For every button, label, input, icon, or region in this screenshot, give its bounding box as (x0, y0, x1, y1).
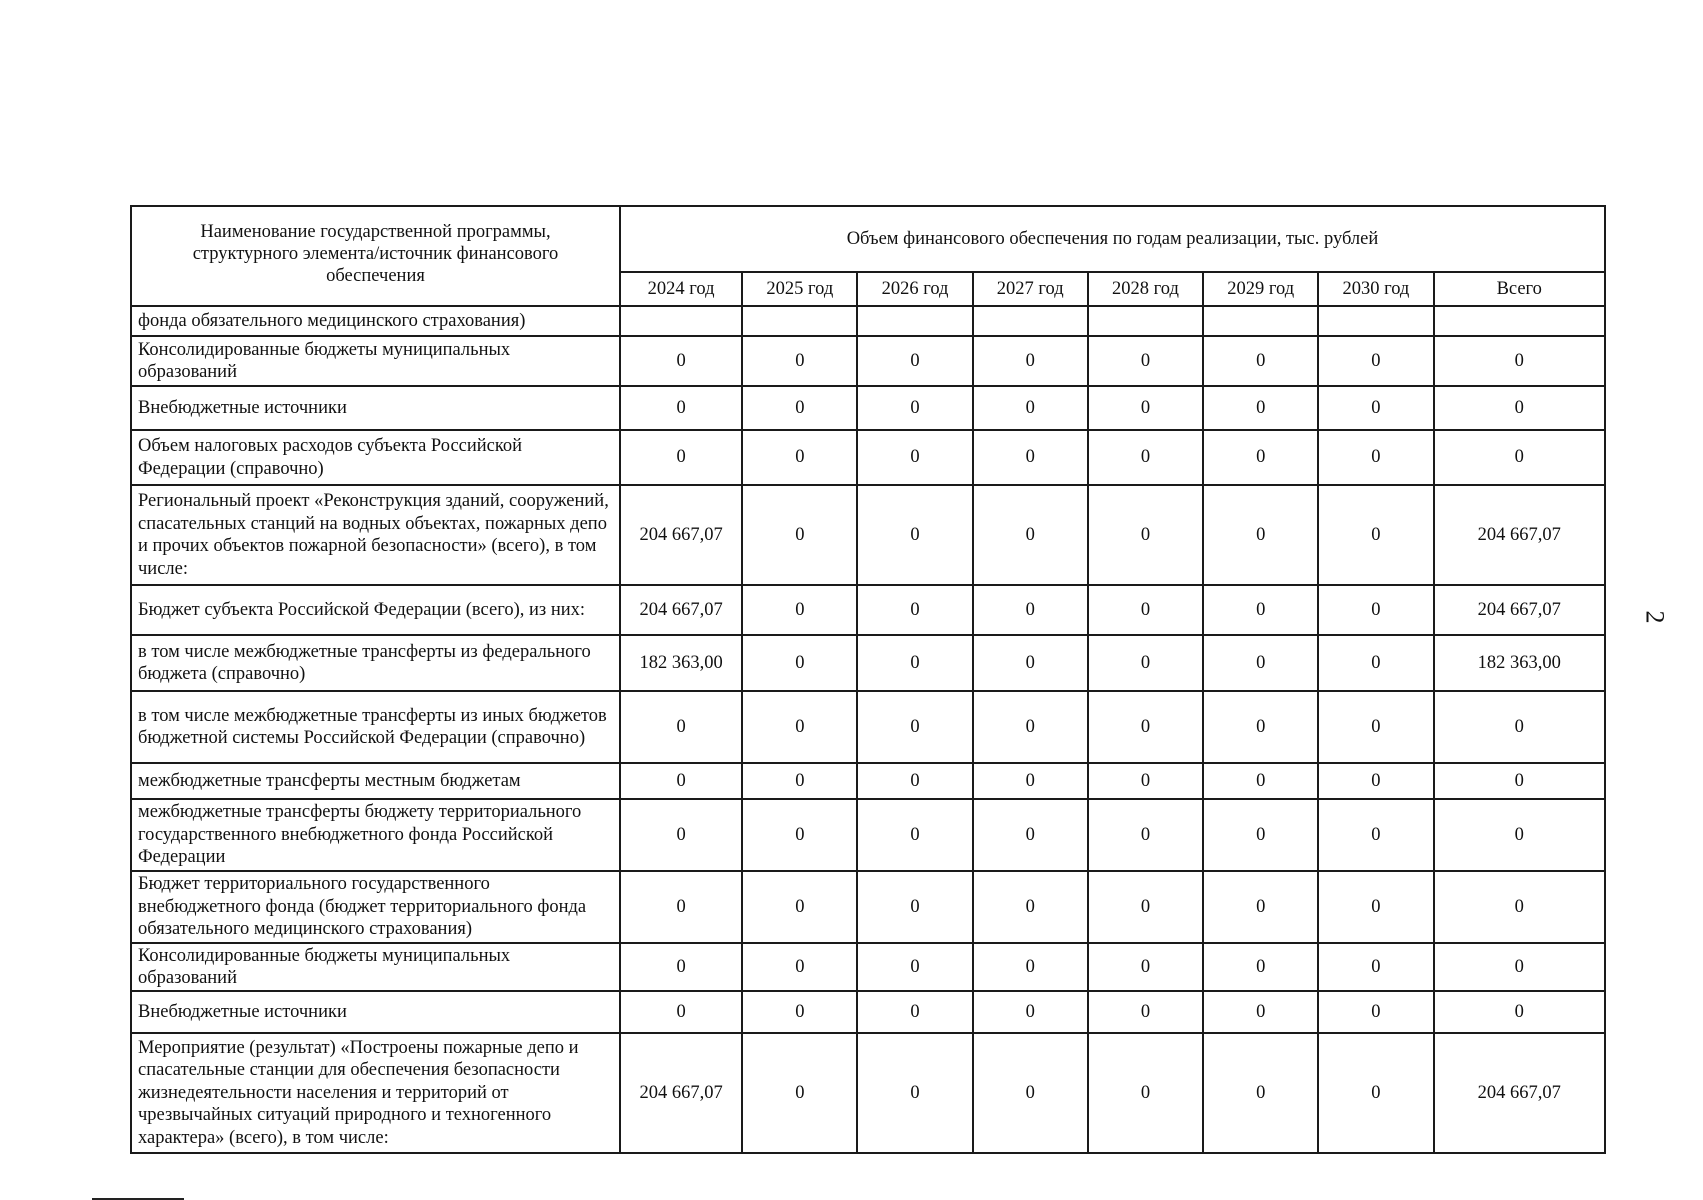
row-value: 0 (1203, 485, 1318, 585)
row-value: 0 (973, 336, 1088, 386)
row-value: 0 (1203, 799, 1318, 871)
row-value: 0 (1088, 991, 1203, 1033)
table-header (131, 206, 1605, 306)
row-value: 0 (1318, 336, 1433, 386)
row-value: 0 (1318, 691, 1433, 763)
row-value: 0 (1318, 635, 1433, 691)
row-value: 0 (1088, 485, 1203, 585)
row-value: 0 (857, 430, 972, 485)
row-value: 0 (1318, 871, 1433, 943)
row-total: 0 (1434, 336, 1605, 386)
row-value: 0 (973, 635, 1088, 691)
row-value: 0 (742, 871, 857, 943)
table-row (131, 336, 1605, 386)
row-value: 0 (1203, 585, 1318, 635)
row-total: 204 667,07 (1434, 485, 1605, 585)
row-name: Внебюджетные источники (131, 991, 620, 1033)
row-value: 0 (1088, 430, 1203, 485)
row-value: 0 (620, 991, 742, 1033)
row-value: 0 (857, 386, 972, 430)
row-value: 0 (973, 691, 1088, 763)
row-value: 0 (1203, 763, 1318, 799)
row-value: 0 (973, 386, 1088, 430)
row-name: в том числе межбюджетные трансферты из федерального бюджета (справочно) (131, 635, 620, 691)
row-value: 0 (620, 871, 742, 943)
table-row (131, 306, 1605, 336)
row-total: 0 (1434, 763, 1605, 799)
row-value (1088, 306, 1203, 336)
row-total: 0 (1434, 799, 1605, 871)
row-value: 0 (1088, 1033, 1203, 1153)
table-row (131, 943, 1605, 991)
row-name: Консолидированные бюджеты муниципальных образований (131, 336, 620, 386)
row-value: 0 (1318, 585, 1433, 635)
row-total: 0 (1434, 943, 1605, 991)
row-value: 0 (1203, 991, 1318, 1033)
row-value: 0 (620, 799, 742, 871)
row-total: 0 (1434, 430, 1605, 485)
row-value: 0 (857, 485, 972, 585)
row-value (857, 306, 972, 336)
row-total: 182 363,00 (1434, 635, 1605, 691)
table-row (131, 871, 1605, 943)
table-row (131, 386, 1605, 430)
row-total (1434, 306, 1605, 336)
row-value: 0 (1318, 943, 1433, 991)
row-value: 0 (742, 763, 857, 799)
row-name: Консолидированные бюджеты муниципальных образований (131, 943, 620, 991)
row-value: 0 (857, 943, 972, 991)
row-value: 0 (857, 635, 972, 691)
row-value: 0 (973, 943, 1088, 991)
row-value: 0 (620, 386, 742, 430)
header-year: 2024 год (620, 272, 742, 306)
row-value: 0 (857, 799, 972, 871)
row-name: Бюджет территориального государственного внебюджетного фонда (бюджет территориального фонда обязательного медицинского страхования) (131, 871, 620, 943)
row-value: 0 (973, 430, 1088, 485)
table-row (131, 430, 1605, 485)
row-name: Бюджет субъекта Российской Федерации (всего), из них: (131, 585, 620, 635)
row-value: 0 (742, 943, 857, 991)
row-value: 0 (1318, 799, 1433, 871)
row-value: 0 (620, 430, 742, 485)
row-name: Мероприятие (результат) «Построены пожарные депо и спасательные станции для обеспечения безопасности жизнедеятельности населения и территорий от чрезвычайных ситуаций природного и техногенного характера» (всего), в том числе: (131, 1033, 620, 1153)
header-name-column: Наименование государственной программы, структурного элемента/источник финансового обеспечения (131, 206, 620, 306)
row-value: 0 (1318, 991, 1433, 1033)
row-value: 0 (742, 691, 857, 763)
row-name: Объем налоговых расходов субъекта Российской Федерации (справочно) (131, 430, 620, 485)
row-value: 0 (1088, 691, 1203, 763)
row-value: 0 (1203, 943, 1318, 991)
table-row (131, 991, 1605, 1033)
row-value: 0 (973, 799, 1088, 871)
table-row (131, 1033, 1605, 1153)
row-value: 0 (1203, 430, 1318, 485)
header-row (131, 206, 1605, 272)
row-value: 0 (1088, 386, 1203, 430)
financing-table (130, 205, 1606, 1154)
row-total: 0 (1434, 386, 1605, 430)
row-value: 0 (742, 799, 857, 871)
row-value: 182 363,00 (620, 635, 742, 691)
row-value: 204 667,07 (620, 1033, 742, 1153)
row-value: 0 (1088, 635, 1203, 691)
row-value: 0 (620, 691, 742, 763)
row-value: 0 (1203, 1033, 1318, 1153)
table-body (131, 306, 1605, 1153)
row-total: 204 667,07 (1434, 585, 1605, 635)
header-year: 2029 год (1203, 272, 1318, 306)
row-value: 0 (620, 943, 742, 991)
row-value: 0 (1088, 585, 1203, 635)
row-name: Внебюджетные источники (131, 386, 620, 430)
row-value: 0 (742, 386, 857, 430)
row-total: 0 (1434, 871, 1605, 943)
row-value: 0 (1203, 336, 1318, 386)
row-value: 0 (1318, 485, 1433, 585)
table-row (131, 763, 1605, 799)
table-row (131, 585, 1605, 635)
row-value: 0 (1318, 386, 1433, 430)
row-value: 0 (1088, 799, 1203, 871)
row-value: 0 (973, 1033, 1088, 1153)
row-value: 0 (1203, 386, 1318, 430)
row-value: 0 (1318, 430, 1433, 485)
row-value: 0 (1088, 871, 1203, 943)
row-total: 204 667,07 (1434, 1033, 1605, 1153)
row-value: 204 667,07 (620, 585, 742, 635)
row-value: 0 (742, 635, 857, 691)
header-volume-column: Объем финансового обеспечения по годам реализации, тыс. рублей (620, 206, 1605, 272)
row-name: в том числе межбюджетные трансферты из иных бюджетов бюджетной системы Российской Федерации (справочно) (131, 691, 620, 763)
row-value: 204 667,07 (620, 485, 742, 585)
row-value: 0 (857, 336, 972, 386)
row-value: 0 (1318, 1033, 1433, 1153)
row-value: 0 (1088, 943, 1203, 991)
row-value (620, 306, 742, 336)
row-value: 0 (1088, 763, 1203, 799)
row-value: 0 (973, 763, 1088, 799)
table-row (131, 799, 1605, 871)
row-value: 0 (742, 991, 857, 1033)
row-total: 0 (1434, 691, 1605, 763)
row-value: 0 (973, 485, 1088, 585)
header-year: 2027 год (973, 272, 1088, 306)
header-year: 2030 год (1318, 272, 1433, 306)
table-row (131, 691, 1605, 763)
row-value: 0 (1203, 635, 1318, 691)
row-name: фонда обязательного медицинского страхования) (131, 306, 620, 336)
row-value (742, 306, 857, 336)
header-year: 2028 год (1088, 272, 1203, 306)
row-value: 0 (973, 991, 1088, 1033)
row-value: 0 (857, 763, 972, 799)
row-value: 0 (973, 585, 1088, 635)
page-number: 2 (1640, 610, 1670, 624)
header-year: 2025 год (742, 272, 857, 306)
header-year: 2026 год (857, 272, 972, 306)
row-value (1318, 306, 1433, 336)
row-value: 0 (857, 1033, 972, 1153)
row-value: 0 (742, 1033, 857, 1153)
row-value: 0 (742, 430, 857, 485)
row-value: 0 (1088, 336, 1203, 386)
row-value: 0 (620, 763, 742, 799)
row-name: Региональный проект «Реконструкция зданий, сооружений, спасательных станций на водных объектах, пожарных депо и прочих объектов пожарной безопасности» (всего), в том числе: (131, 485, 620, 585)
row-value: 0 (857, 871, 972, 943)
row-value: 0 (857, 691, 972, 763)
row-value: 0 (742, 336, 857, 386)
row-value: 0 (973, 871, 1088, 943)
row-value: 0 (1318, 763, 1433, 799)
header-total: Всего (1434, 272, 1605, 306)
row-value: 0 (1203, 691, 1318, 763)
row-value: 0 (620, 336, 742, 386)
row-value: 0 (742, 485, 857, 585)
row-value: 0 (857, 585, 972, 635)
row-name: межбюджетные трансферты местным бюджетам (131, 763, 620, 799)
row-value: 0 (742, 585, 857, 635)
table-row (131, 485, 1605, 585)
row-value: 0 (857, 991, 972, 1033)
row-total: 0 (1434, 991, 1605, 1033)
row-value (973, 306, 1088, 336)
table-row (131, 635, 1605, 691)
row-name: межбюджетные трансферты бюджету территориального государственного внебюджетного фонда Российской Федерации (131, 799, 620, 871)
row-value: 0 (1203, 871, 1318, 943)
row-value (1203, 306, 1318, 336)
